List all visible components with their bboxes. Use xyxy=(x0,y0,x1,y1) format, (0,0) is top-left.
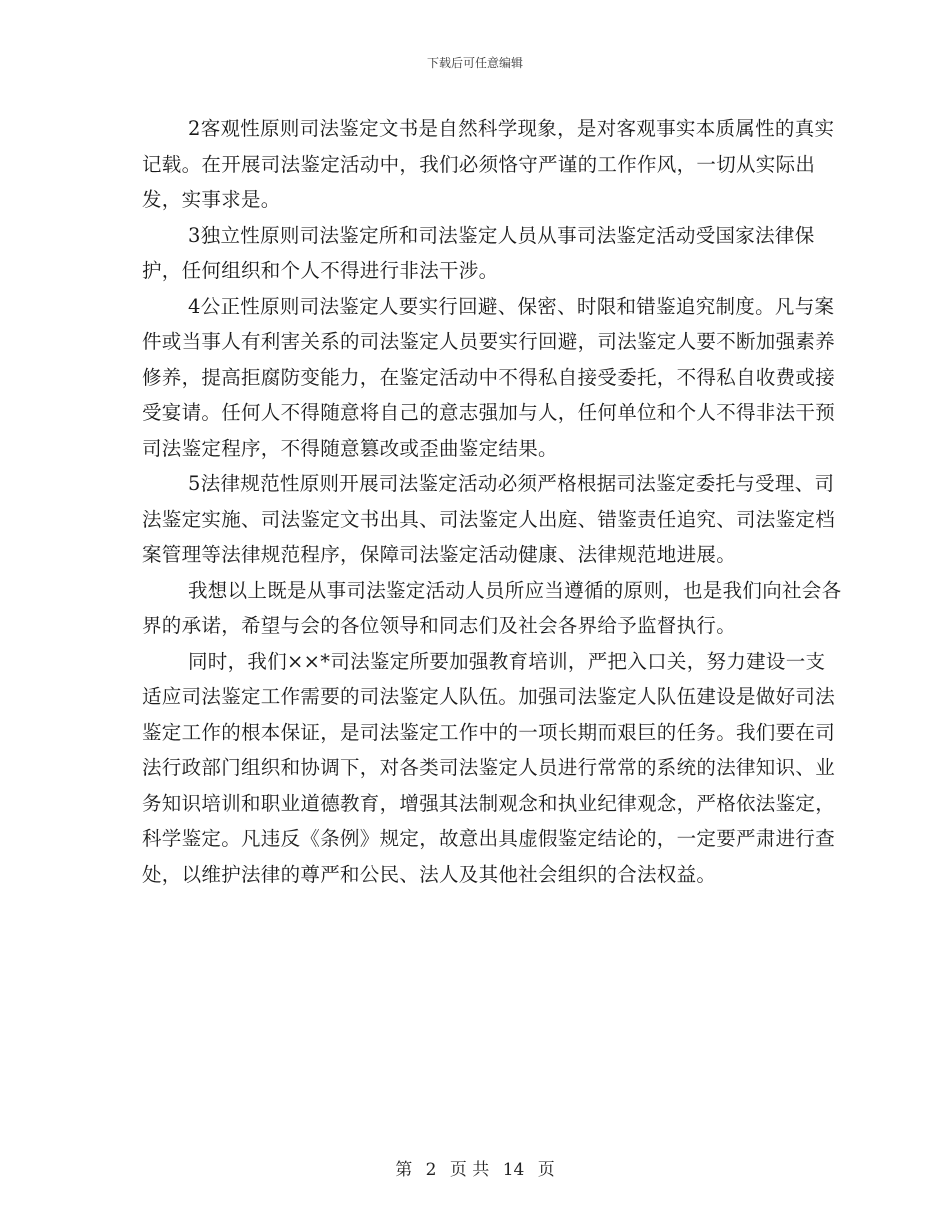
page-footer xyxy=(0,1155,950,1180)
footer-suffix: 页 xyxy=(537,1160,555,1180)
paragraph-impartiality: 4公正性原则司法鉴定人要实行回避、保密、时限和错鉴追究制度。凡与案件或当事人有利害关系的司法鉴定人员要实行回避，司法鉴定人要不断加强素养修养，提高拒腐防变能力，在鉴定活动中不得私自接受委托，不得私自收费或接受宴请。任何人不得随意将自己的意志强加与人，任何单位和个人不得非法干预司法鉴定程序，不得随意篡改或歪曲鉴定结果。 xyxy=(142,294,836,460)
page-header: 下载后可任意编辑 xyxy=(426,56,523,70)
document-body xyxy=(142,111,842,892)
footer-current-page: 2 xyxy=(425,1160,437,1180)
footer-total-pages: 14 xyxy=(502,1160,525,1180)
paragraph-training: 同时，我们××*司法鉴定所要加强教育培训，严把入口关，努力建设一支适应司法鉴定工作需要的司法鉴定人队伍。加强司法鉴定人队伍建设是做好司法鉴定工作的根本保证，是司法鉴定工作中的一项长期而艰巨的任务。我们要在司法行政部门组织和协调下，对各类司法鉴定人员进行常常的系统的法律知识、业务知识培训和职业道德教育，增强其法制观念和执业纪律观念，严格依法鉴定，科学鉴定。凡违反《条例》规定，故意出具虚假鉴定结论的，一定要严肃进行查处，以维护法律的尊严和公民、法人及其他社会组织的合法权益。 xyxy=(142,649,836,886)
paragraph-commitment: 我想以上既是从事司法鉴定活动人员所应当遵循的原则，也是我们向社会各界的承诺，希望与会的各位领导和同志们及社会各界给予监督执行。 xyxy=(142,578,842,637)
footer-prefix: 第 xyxy=(395,1160,413,1180)
paragraph-legal-norms: 5法律规范性原则开展司法鉴定活动必须严格根据司法鉴定委托与受理、司法鉴定实施、司法鉴定文书出具、司法鉴定人出庭、错鉴责任追究、司法鉴定档案管理等法律规范程序，保障司法鉴定活动健康、法律规范地进展。 xyxy=(142,472,836,566)
footer-middle: 页 共 xyxy=(449,1160,490,1180)
paragraph-independence: 3独立性原则司法鉴定所和司法鉴定人员从事司法鉴定活动受国家法律保护，任何组织和个人不得进行非法干涉。 xyxy=(142,223,815,282)
paragraph-objectivity: 2客观性原则司法鉴定文书是自然科学现象，是对客观事实本质属性的真实记载。在开展司法鉴定活动中，我们必须恪守严谨的工作作风，一切从实际出发，实事求是。 xyxy=(142,117,835,211)
